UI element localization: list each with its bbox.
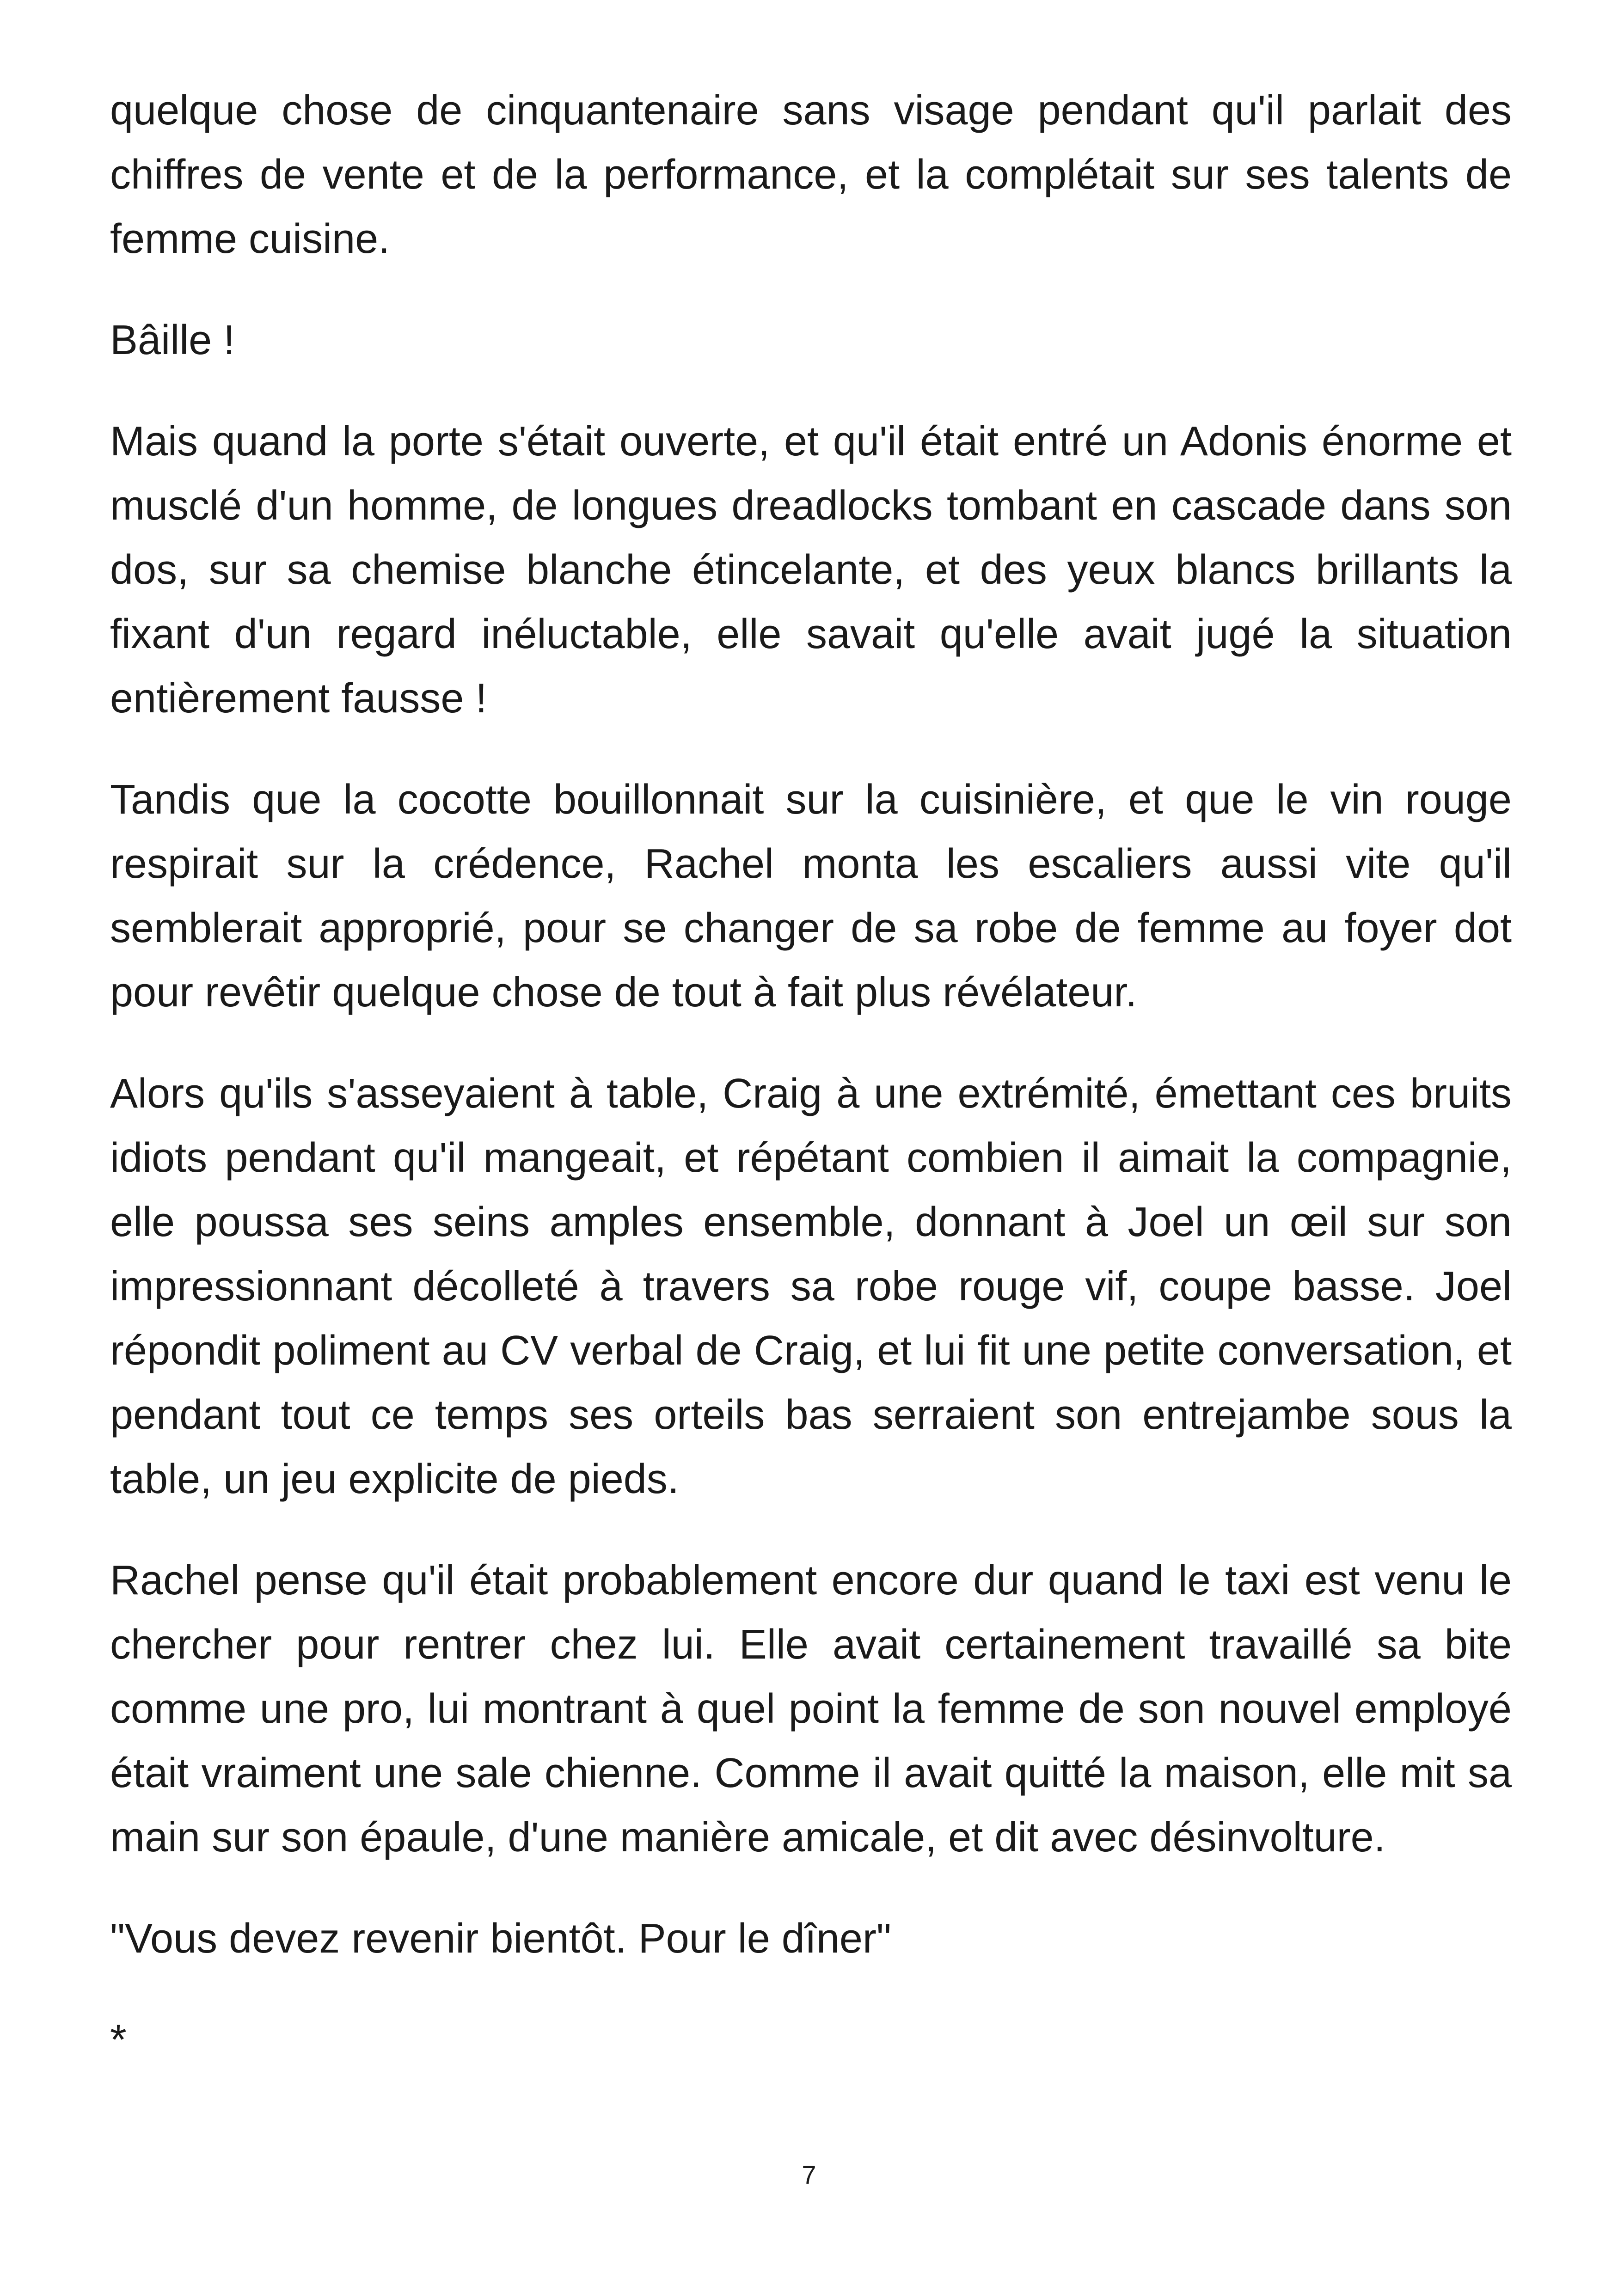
paragraph-3: Mais quand la porte s'était ouverte, et qu'il était entré un Adonis énorme et musclé d'un homme, de longues dreadlocks tombant en cascade dans son dos, sur sa chemise blanche étincelante, et des yeux blancs brillants la fixant d'un regard inéluctable, elle savait qu'elle avait jugé la situation entièrement fausse ! xyxy=(110,418,1512,722)
paragraph-6: Rachel pense qu'il était probablement encore dur quand le taxi est venu le chercher pour rentrer chez lui. Elle avait certainement travaillé sa bite comme une pro, lui montrant à quel point la femme de son nouvel employé était vraiment une sale chienne. Comme il avait quitté la maison, elle mit sa main sur son épaule, d'une manière amicale, et dit avec désinvolture. xyxy=(110,1557,1512,1861)
page-number: 7 xyxy=(802,2160,816,2189)
paragraph-2: Bâille ! xyxy=(110,317,235,363)
paragraph-1: quelque chose de cinquantenaire sans visage pendant qu'il parlait des chiffres de vente et de la performance, et la complétait sur ses talents de femme cuisine. xyxy=(110,87,1512,262)
paragraph-5: Alors qu'ils s'asseyaient à table, Craig à une extrémité, émettant ces bruits idiots pendant qu'il mangeait, et répétant combien il aimait la compagnie, elle poussa ses seins amples ensemble, donnant à Joel un œil sur son impressionnant décolleté à travers sa robe rouge vif, coupe basse. Joel répondit poliment au CV verbal de Craig, et lui fit une petite conversation, et pendant tout ce temps ses orteils bas serraient son entrejambe sous la table, un jeu explicite de pieds. xyxy=(110,1071,1512,1502)
paragraph-4: Tandis que la cocotte bouillonnait sur la cuisinière, et que le vin rouge respirait sur la crédence, Rachel monta les escaliers aussi vite qu'il semblerait approprié, pour se changer de sa robe de femme au foyer dot pour revêtir quelque chose de tout à fait plus révélateur. xyxy=(110,777,1512,1016)
paragraph-7: "Vous devez revenir bientôt. Pour le dîner" xyxy=(110,1916,891,1962)
page-body xyxy=(110,79,1512,2072)
section-separator: * xyxy=(110,2016,127,2063)
